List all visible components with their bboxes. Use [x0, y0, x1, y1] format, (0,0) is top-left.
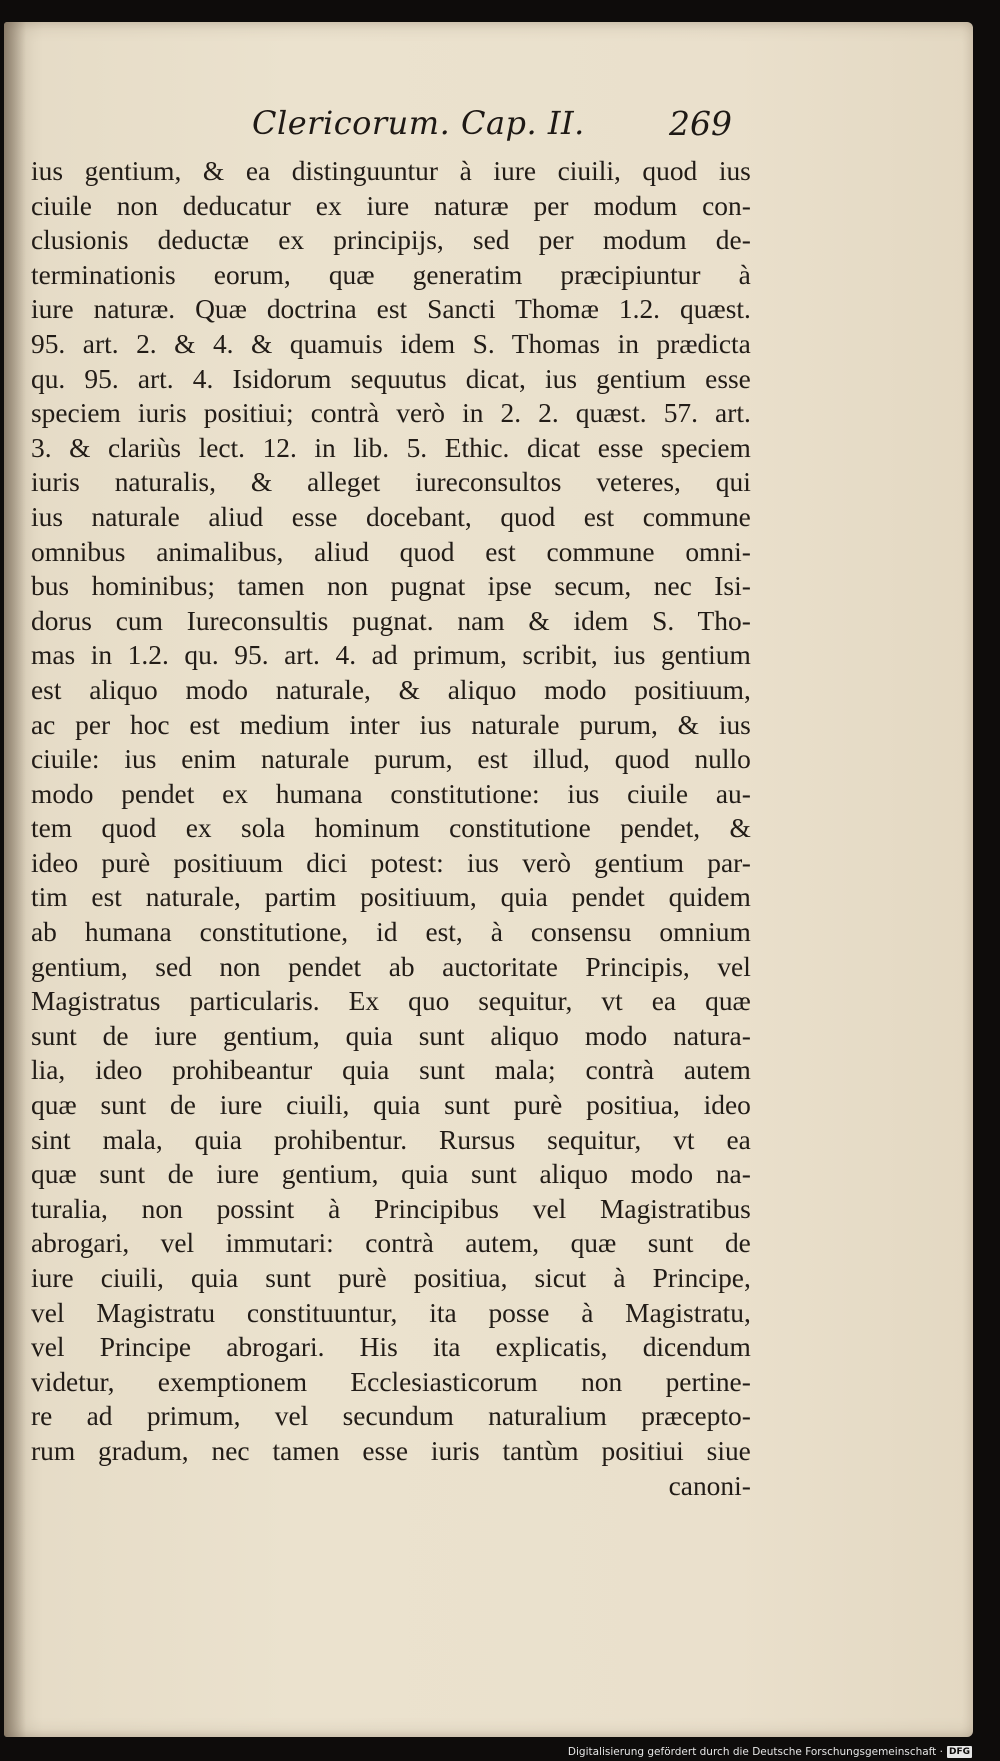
text-line: re ad primum, vel secundum naturalium præcepto-	[31, 1400, 751, 1432]
text-line: Magistratus particularis. Ex quo sequitur, vt ea quæ	[31, 985, 751, 1017]
text-line: ciuile non deducatur ex iure naturæ per modum con-	[31, 189, 751, 221]
text-line: iure naturæ. Quæ doctrina est Sancti Thomæ 1.2. quæst.	[31, 293, 751, 325]
text-line: iuris naturalis, & alleget iureconsultos veteres, qui	[31, 466, 751, 498]
text-line: iure ciuili, quia sunt purè positiua, sicut à Principe,	[31, 1262, 751, 1293]
text-line: speciem iuris positiui; contrà verò in 2. 2. quæst. 57. art.	[31, 397, 751, 429]
text-line: omnibus animalibus, aliud quod est commune omni-	[31, 535, 751, 567]
page-gutter-shadow	[4, 22, 26, 1737]
text-line: qu. 95. art. 4. Isidorum sequutus dicat, ius gentium esse	[31, 362, 751, 394]
dfg-logo-icon: DFG	[948, 1747, 970, 1757]
body-text	[31, 154, 751, 1503]
text-line: ideo purè positiuum dici potest: ius verò gentium par-	[31, 846, 751, 878]
text-line: modo pendet ex humana constitutione: ius ciuile au-	[31, 777, 751, 809]
text-line: est aliquo modo naturale, & aliquo modo positiuum,	[31, 673, 751, 705]
text-line: lia, ideo prohibeantur quia sunt mala; contrà autem	[31, 1054, 751, 1086]
text-line: tim est naturale, partim positiuum, quia pendet quidem	[31, 881, 751, 913]
text-line: ciuile: ius enim naturale purum, est illud, quod nullo	[31, 743, 751, 775]
catchword: canoni-	[668, 1469, 751, 1501]
text-line: 95. art. 2. & 4. & quamuis idem S. Thomas in prædicta	[31, 327, 751, 359]
text-line: gentium, sed non pendet ab auctoritate Principis, vel	[31, 950, 751, 982]
text-line: ius naturale aliud esse docebant, quod est commune	[31, 500, 751, 532]
text-line: abrogari, vel immutari: contrà autem, quæ sunt de	[31, 1227, 751, 1259]
text-line: ab humana constitutione, id est, à consensu omnium	[31, 916, 751, 948]
text-line: rum gradum, nec tamen esse iuris tantùm positiui siue	[31, 1434, 751, 1466]
running-title: Clericorum. Cap. II.	[252, 104, 585, 142]
text-line: 3. & clariùs lect. 12. in lib. 5. Ethic. dicat esse speciem	[31, 431, 751, 463]
text-line: tem quod ex sola hominum constitutione pendet, &	[31, 812, 751, 844]
text-line: terminationis eorum, quæ generatim præcipiuntur à	[31, 258, 751, 290]
text-line: vel Principe abrogari. His ita explicatis, dicendum	[31, 1331, 751, 1363]
text-line: turalia, non possint à Principibus vel Magistratibus	[31, 1192, 751, 1224]
credit-text: Digitalisierung gefördert durch die Deutsche Forschungsgemeinschaft ·	[567, 1746, 943, 1758]
text-line: sint mala, quia prohibentur. Rursus sequitur, vt ea	[31, 1123, 751, 1155]
digitization-credit	[568, 1745, 972, 1759]
text-line: mas in 1.2. qu. 95. art. 4. ad primum, scribit, ius gentium	[31, 639, 751, 671]
text-line: vel Magistratu constituuntur, ita posse à Magistratu,	[31, 1296, 751, 1328]
text-line: quæ sunt de iure ciuili, quia sunt purè positiua, ideo	[31, 1089, 751, 1121]
text-line: clusionis deductæ ex principijs, sed per modum de-	[31, 224, 751, 256]
text-line: sunt de iure gentium, quia sunt aliquo modo natura-	[31, 1019, 751, 1051]
text-line: ius gentium, & ea distinguuntur à iure ciuili, quod ius	[31, 155, 751, 186]
running-head	[4, 82, 973, 142]
text-line: bus hominibus; tamen non pugnat ipse secum, nec Isi-	[31, 570, 751, 602]
text-line: videtur, exemptionem Ecclesiasticorum non pertine-	[31, 1365, 751, 1397]
text-line: dorus cum Iureconsultis pugnat. nam & idem S. Tho-	[31, 604, 751, 636]
page-number: 269	[669, 104, 732, 143]
book-page	[4, 22, 973, 1737]
text-line: ac per hoc est medium inter ius naturale purum, & ius	[31, 708, 751, 740]
text-line: quæ sunt de iure gentium, quia sunt aliquo modo na-	[31, 1158, 751, 1190]
